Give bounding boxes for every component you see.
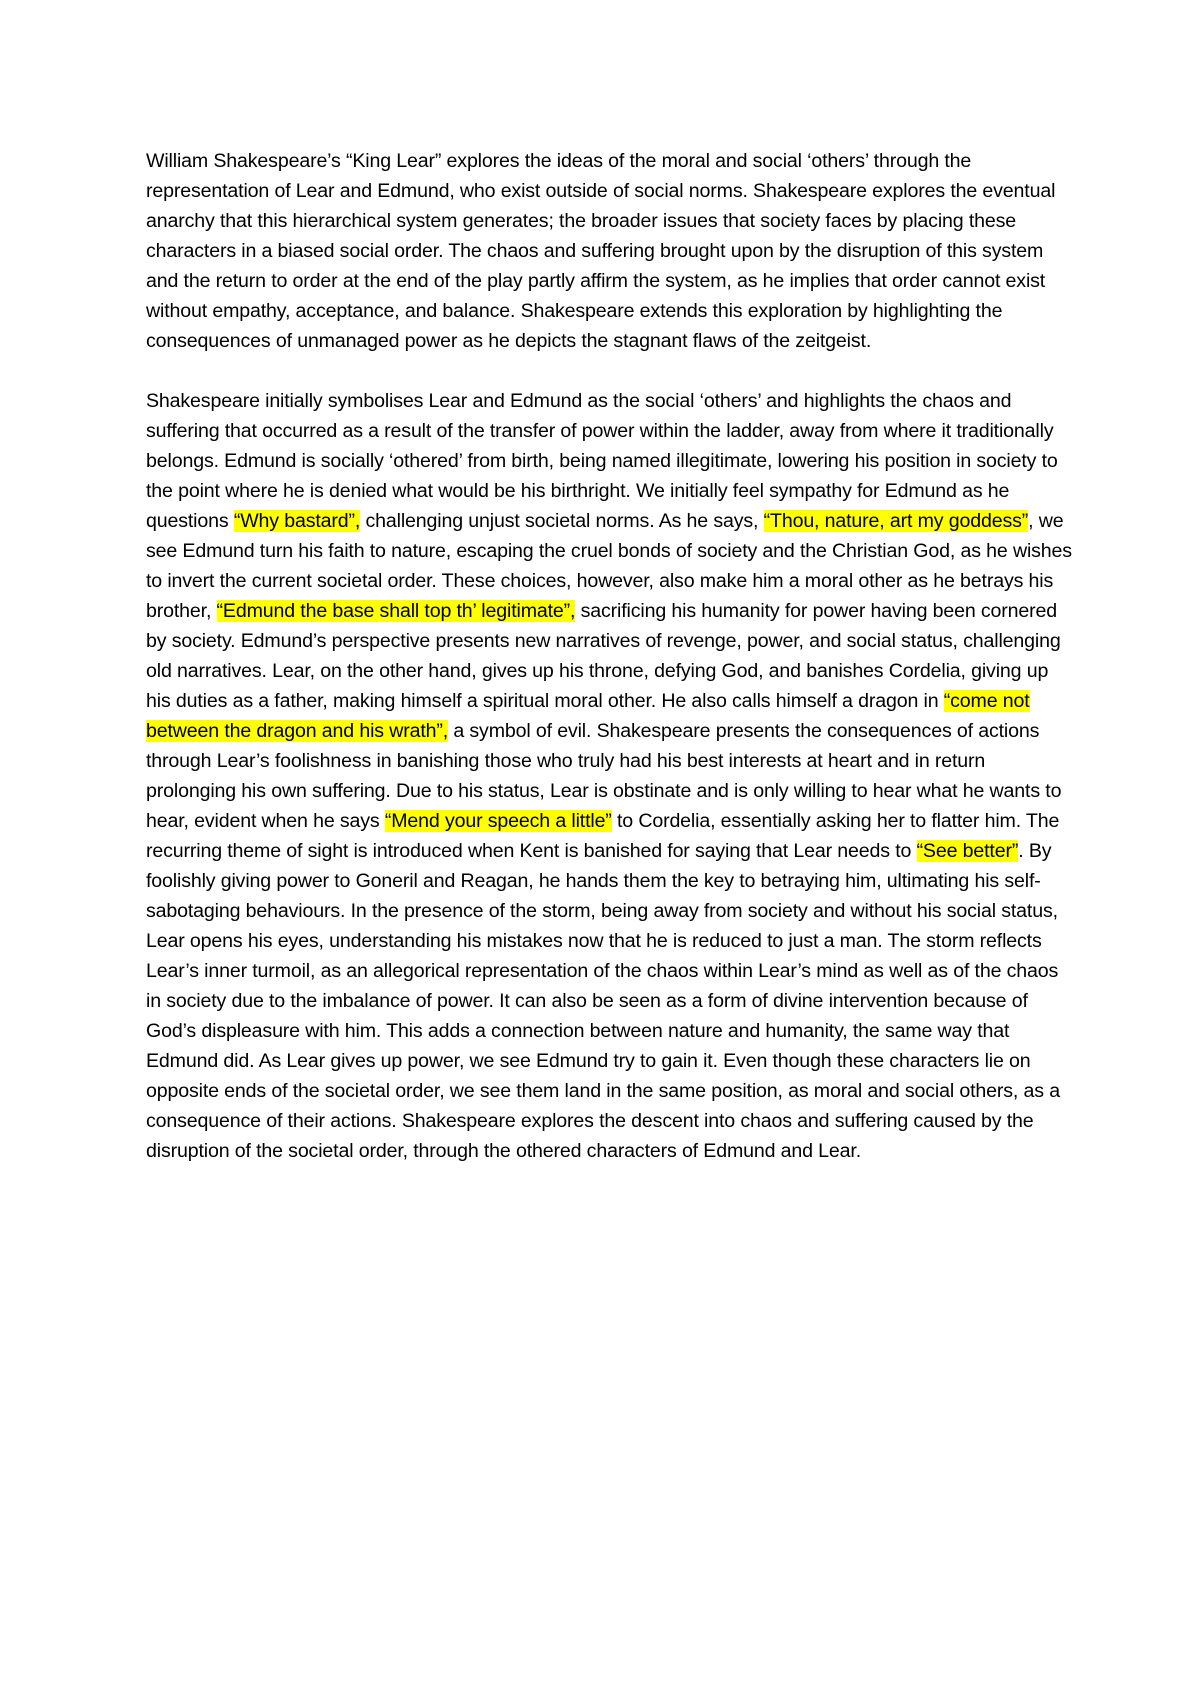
paragraph-body bbox=[146, 386, 1076, 1166]
text-segment: a symbol of evil. Shakespeare presents the consequences of actions through Lear’s foolishness in banishing those who truly had his best interests at heart and in return prolonging his own suffering. Due to his status, Lear is obstinate and is only willing to hear what he wants to hear, evident when he says bbox=[146, 720, 1062, 832]
text-segment: , we see Edmund turn his faith to nature, escaping the cruel bonds of society and the Christian God, as he wishes to invert the current societal order. These choices, however, also make him a moral other as he betrays his brother, bbox=[146, 510, 1072, 622]
text-segment: . By foolishly giving power to Goneril and Reagan, he hands them the key to betraying him, ultimating his self-sabotaging behaviours. In the presence of the storm, being away from society and without his social status, Lear opens his eyes, understanding his mistakes now that he is reduced to just a man. The storm reflects Lear’s inner turmoil, as an allegorical representation of the chaos within Lear’s mind as well as of the chaos in society due to the imbalance of power. It can also be seen as a form of divine intervention because of God’s displeasure with him. This adds a connection between nature and humanity, the same way that Edmund did. As Lear gives up power, we see Edmund try to gain it. Even though these characters lie on opposite ends of the societal order, we see them land in the same position, as moral and social others, as a consequence of their actions. Shakespeare explores the descent into chaos and suffering caused by the disruption of the societal order, through the othered characters of Edmund and Lear. bbox=[146, 840, 1060, 1162]
paragraph-intro bbox=[146, 146, 1076, 356]
highlighted-quote: “Mend your speech a little” bbox=[384, 810, 612, 832]
highlighted-quote: “Edmund the base shall top th’ legitimate”, bbox=[216, 600, 576, 622]
text-segment: Shakespeare initially symbolises Lear and Edmund as the social ‘others’ and highlights the chaos and suffering that occurred as a result of the transfer of power within the ladder, away from where it traditionally belongs. Edmund is socially ‘othered’ from birth, being named illegitimate, lowering his position in society to the point where he is denied what would be his birthright. We initially feel sympathy for Edmund as he questions bbox=[146, 390, 1058, 532]
highlighted-quote: “Thou, nature, art my goddess” bbox=[763, 510, 1029, 532]
highlighted-quote: “See better” bbox=[916, 840, 1019, 862]
text-segment: William Shakespeare’s “King Lear” explores the ideas of the moral and social ‘others’ through the representation of Lear and Edmund, who exist outside of social norms. Shakespeare explores the eventual anarchy that this hierarchical system generates; the broader issues that society faces by placing these characters in a biased social order. The chaos and suffering brought upon by the disruption of this system and the return to order at the end of the play partly affirm the system, as he implies that order cannot exist without empathy, acceptance, and balance. Shakespeare extends this exploration by highlighting the consequences of unmanaged power as he depicts the stagnant flaws of the zeitgeist. bbox=[146, 150, 1056, 352]
text-segment: sacrificing his humanity for power having been cornered by society. Edmund’s perspective presents new narratives of revenge, power, and social status, challenging old narratives. Lear, on the other hand, gives up his throne, defying God, and banishes Cordelia, giving up his duties as a father, making himself a spiritual moral other. He also calls himself a dragon in bbox=[146, 600, 1061, 712]
text-segment: to Cordelia, essentially asking her to flatter him. The recurring theme of sight is introduced when Kent is banished for saying that Lear needs to bbox=[146, 810, 1060, 862]
essay-body bbox=[146, 146, 1076, 1166]
text-segment: challenging unjust societal norms. As he says, bbox=[360, 510, 764, 532]
highlighted-quote: “Why bastard”, bbox=[233, 510, 361, 532]
highlighted-quote: “come not between the dragon and his wrath”, bbox=[146, 690, 1030, 742]
